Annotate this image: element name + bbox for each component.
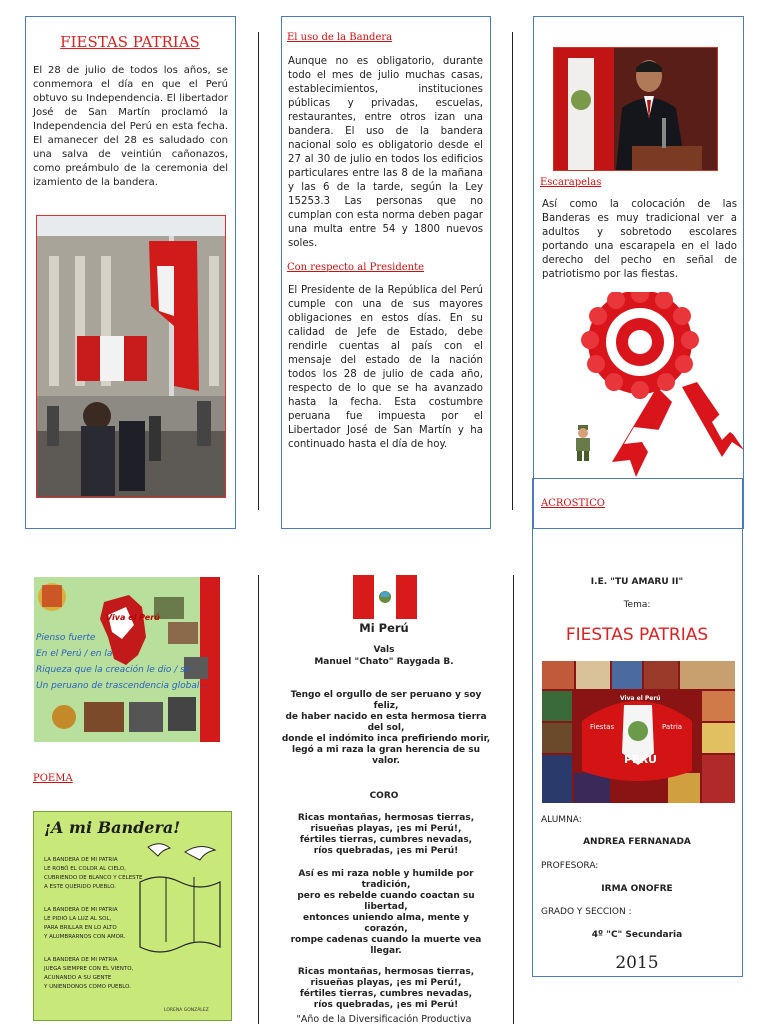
poem-stanza-1: LA BANDERA DE MI PATRIA LE ROBÓ EL COLOR AL CIELO, CUBRIENDO DE BLANCO Y CELESTE A ESTE QUERIDO PUEBLO.: [44, 857, 143, 890]
school-name: I.E. "TU AMARU II": [590, 577, 684, 587]
escarapela-rosette-icon: [572, 292, 768, 482]
poster-line-3: Riqueza que la creación le dio / se: [36, 665, 191, 675]
flag-raising-photo: [36, 215, 226, 498]
coro-label: CORO: [369, 791, 399, 801]
alumna-label: ALUMNA:: [541, 815, 582, 825]
poem-flag-dove-drawing: [130, 842, 230, 962]
fold-line: [258, 575, 259, 1024]
collage-right-label: Patria: [662, 723, 683, 731]
poem-stanza-3: LA BANDERA DE MI PATRIA JUEGA SIEMPRE CON EL VIENTO, ACUNANDO A SU GENTE Y UNIENDONOS COMO PUEBLO.: [44, 957, 134, 990]
poem-stanza-2: LA BANDERA DE MI PATRIA LE PIDIÓ LA LUZ AL SOL, PARA BRILLAR EN LO ALTO Y ALUMBRARNOS CON AMOR.: [44, 907, 126, 940]
profesora-name: IRMA ONOFRE: [601, 884, 673, 894]
escarapelas-paragraph: Así como la colocación de las Banderas es muy tradicional ver a adultos y sobretodo escolares portando una escarapela en el lado derecho del pecho en señal de patriotismo por las fiestas.: [542, 199, 737, 280]
song-genre: Vals: [373, 645, 395, 655]
year: 2015: [615, 953, 659, 973]
song-coro-2: Ricas montañas, hermosas tierras, risueñas playas, ¡es mi Perú!, fértiles tierras, cumbres nevadas, ríos quebradas, ¡es mi Perú!: [297, 967, 475, 1010]
peru-flag-icon: [353, 575, 417, 619]
song-footer: "Año de la Diversificación Productiva: [296, 1014, 472, 1025]
poster-badge: Viva el Perú: [106, 613, 160, 622]
panel-cover: [532, 478, 743, 977]
song-title: Mi Perú: [359, 621, 409, 635]
panel-poem: [25, 565, 236, 1024]
section-heading-poem: POEMA: [33, 773, 73, 784]
collage-top-label: Viva el Perú: [620, 695, 661, 702]
poster-line-2: En el Perú / en la: [36, 649, 113, 659]
song-verse-2: Así es mi raza noble y humilde por tradición, pero es rebelde cuando coactan su libertad, entonces uniendo alma, mente y corazón, rompe cadenas cuando la muerte vea llegar.: [290, 869, 482, 956]
grado-value: 4º "C" Secundaria: [591, 930, 683, 940]
flag-raising-illustration: [37, 216, 225, 497]
peru-poster-art: [34, 577, 220, 742]
collage-art: [542, 661, 735, 803]
poster-line-4: Un peruano de trascendencia global...: [36, 681, 208, 691]
poem-title: ¡A mi Bandera!: [44, 818, 181, 837]
fold-line: [512, 32, 513, 510]
collage-left-label: Fiestas: [590, 723, 615, 731]
poster-line-1: Pienso fuerte: [36, 633, 96, 643]
president-photo: [553, 47, 718, 171]
poem-card: [33, 811, 232, 1021]
collage-peru-label: PERÚ: [624, 753, 657, 766]
section-heading-president: Con respecto al Presidente: [287, 262, 425, 273]
peru-poster: [34, 577, 220, 742]
section-heading-escarapelas: Escarapelas: [540, 177, 602, 188]
fold-line: [258, 32, 259, 510]
grado-label: GRADO Y SECCION :: [541, 907, 632, 917]
president-paragraph: El Presidente de la República del Perú cumple con una de sus mayores obligaciones en estos días. En su calidad de Jefe de Estado, debe rendirle cuentas al país con el mensaje del estado de la nación todos los 28 de julio de cada año, respecto de lo que se ha avanzado hasta la fecha. Esta costumbre peruana fue impuesta por el Libertador José de San Martín y ha continuado hasta el día de hoy.: [288, 285, 483, 450]
panel-title: FIESTAS PATRIAS: [60, 33, 200, 51]
tema-label: Tema:: [623, 600, 651, 610]
profesora-label: PROFESORA:: [541, 861, 599, 871]
panel-independence: [25, 16, 236, 529]
section-heading-acrostico: ACROSTICO: [541, 498, 605, 509]
soldier-icon: [572, 425, 594, 461]
panel-escarapelas: [533, 16, 744, 529]
song-verse-1: Tengo el orgullo de ser peruano y soy feliz, de haber nacido en esta hermosa tierra del sol, donde el indómito inca prefiriendo morir, legó a mi raza la gran herencia de su valor.: [281, 690, 491, 766]
song-author: Manuel "Chato" Raygada B.: [314, 657, 454, 667]
president-illustration: [554, 48, 717, 170]
poem-author: LORENA GONZÁLEZ: [164, 1008, 209, 1013]
fold-line: [513, 575, 514, 1024]
alumna-name: ANDREA FERNANADA: [583, 837, 691, 847]
song-coro-1: Ricas montañas, hermosas tierras, risueñas playas, ¡es mi Perú!, fértiles tierras, cumbres nevadas, ríos quebradas, ¡es mi Perú!: [297, 813, 475, 856]
cover-title: FIESTAS PATRIAS: [565, 625, 709, 645]
panel-flag-usage: [281, 16, 491, 529]
flag-usage-paragraph: Aunque no es obligatorio, durante todo el mes de julio muchas casas, establecimientos, instituciones públicas y privadas, escuelas, restaurantes, entre otros izan una bandera. El uso de la bandera nacional solo es obligatorio desde el 27 al 30 de julio en todos los edificios particulares entre las 8 de la mañana y las 6 de la tarde, según la Ley 15253.3 Las personas que no cumplan con esta norma deben pagar una multa entre 54 y 1800 nuevos soles.: [288, 56, 483, 249]
independence-paragraph: El 28 de julio de todos los años, se conmemora el día en que el Perú obtuvo su Independencia. El libertador José de San Martín proclamó la Independencia del Perú en esta fecha. El amanecer del 28 es saludado con una salva de veintiún cañonazos, como preámbulo de la ceremonia del izamiento de la bandera.: [33, 65, 228, 188]
panel-song: [276, 565, 496, 1024]
section-heading-flag: El uso de la Bandera: [287, 32, 393, 43]
fiestas-collage: [542, 661, 735, 803]
